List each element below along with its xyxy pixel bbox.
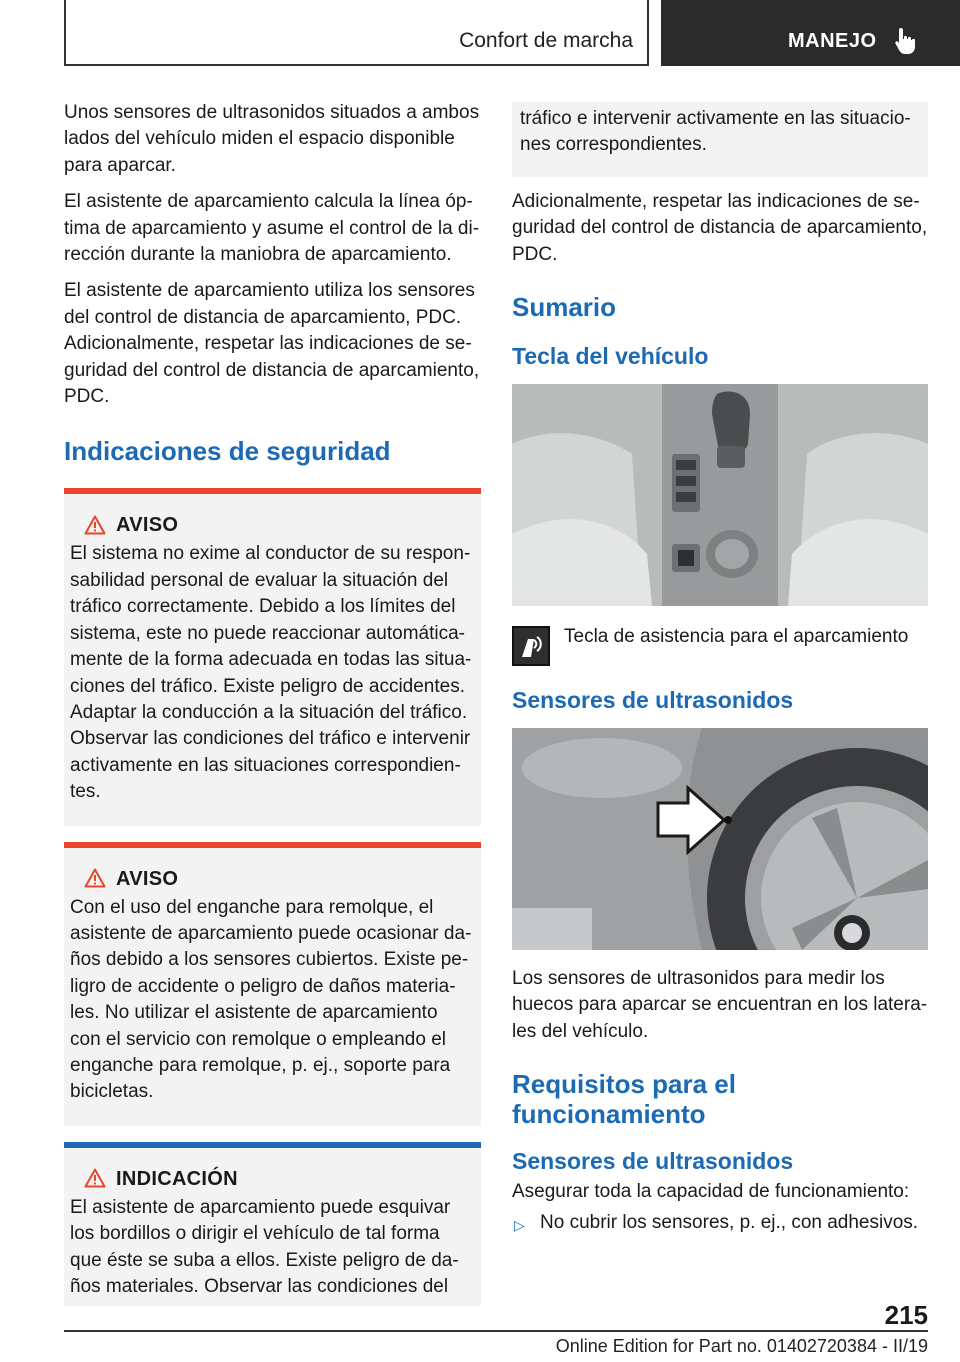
pdc-paragraph: Adicionalmente, respetar las indicaciones de seguridad del control de distancia de aparcamiento, PDC.: [512, 190, 928, 265]
intro-paragraph-2: El asistente de aparcamiento calcula la línea óptima de aparcamiento y asume el control de la dirección durante la maniobra de aparcamiento.: [64, 191, 480, 266]
wheel-sensor-photo: [512, 728, 928, 950]
subheading-vehicle-key: Tecla del vehículo: [512, 343, 709, 370]
list-item-text: No cubrir los sensores, p. ej., con adhesivos.: [540, 1211, 919, 1233]
warning-box: [64, 488, 481, 825]
page-number: 215: [884, 1300, 928, 1330]
heading-overview: Sumario: [512, 292, 617, 323]
warning-triangle-icon: [70, 868, 110, 890]
warning-text: Con el uso del enganche para remolque, el asistente de aparcamiento puede ocasionar daños debido a los sensores cubiertos. Existe peligro de accidente o peligro de daños materiales. No utilizar el asistente de aparcamiento con el servicio con remolque o empleando el enganche para remolque, p. ej., soporte para bicicletas.: [70, 896, 472, 1103]
header-section-box: [64, 0, 649, 66]
notice-triangle-icon: [70, 1168, 110, 1190]
notice-box: [64, 1142, 481, 1307]
warning-title: AVISO: [116, 514, 179, 537]
key-caption: Tecla de asistencia para el aparcamiento: [564, 626, 909, 648]
key-caption-row: [512, 624, 928, 666]
warning-text: El sistema no exime al conductor de su responsabilidad personal de evaluar la situación del tráfico correctamente. Debido a los límites del sistema, este no puede reaccionar automáticamente de la forma adecuada en todas las situaciones del tráfico. Existe peligro de accidentes. Adaptar la conducción a la situación del tráfico. Observar las condiciones del tráfico e intervenir activamente en las situaciones correspondientes.: [70, 543, 472, 803]
header-section-title: Confort de marcha: [459, 29, 633, 52]
park-assist-button-icon: [512, 626, 550, 666]
requirements-intro: Asegurar toda la capacidad de funcionamiento:: [512, 1181, 910, 1203]
heading-safety: Indicaciones de seguridad: [64, 436, 391, 467]
notice-text: El asistente de aparcamiento puede esquivar los bordillos o dirigir el vehículo de tal forma que éste se suba a ellos. Existe peligro de daños materiales. Observar las condiciones del: [70, 1196, 459, 1297]
pointing-hand-icon: [894, 26, 918, 56]
left-column: [64, 100, 481, 1306]
heading-requirements: Requisitos para el funcionamiento: [512, 1069, 736, 1130]
footer-divider: [64, 1330, 928, 1332]
warning-box: [64, 842, 481, 1126]
warning-title: AVISO: [116, 867, 179, 890]
warning-triangle-icon: [70, 515, 110, 537]
list-bullet-triangle-icon: ▷: [514, 1216, 525, 1233]
notice-continued-box: [512, 102, 928, 177]
intro-paragraph-1: Unos sensores de ultrasonidos situados a ambos lados del vehículo miden el espacio disponible para aparcar.: [64, 102, 480, 176]
sensors-paragraph: Los sensores de ultrasonidos para medir los huecos para aparcar se encuentran en los laterales del vehículo.: [512, 968, 928, 1042]
subheading-ultrasonic-sensors-2: Sensores de ultrasonidos: [512, 1148, 794, 1175]
intro-paragraph-3: El asistente de aparcamiento utiliza los sensores del control de distancia de aparcamiento, PDC. Adicionalmente, respetar las indicaciones de seguridad del control de distancia de aparcamiento, PDC.: [64, 280, 480, 408]
list-item: [512, 1210, 928, 1238]
header-chapter-title: MANEJO: [788, 30, 877, 52]
center-console-photo: [512, 384, 928, 606]
notice-continued-text: tráfico e intervenir activamente en las situaciones correspondientes.: [520, 108, 911, 156]
subheading-ultrasonic-sensors: Sensores de ultrasonidos: [512, 687, 794, 714]
notice-title: INDICACIÓN: [116, 1167, 238, 1190]
page-header: [0, 0, 960, 66]
right-column: [512, 102, 928, 1238]
footer-edition-text: Online Edition for Part no. 01402720384 - II/19: [555, 1336, 928, 1356]
header-chapter-tab: [661, 0, 960, 66]
